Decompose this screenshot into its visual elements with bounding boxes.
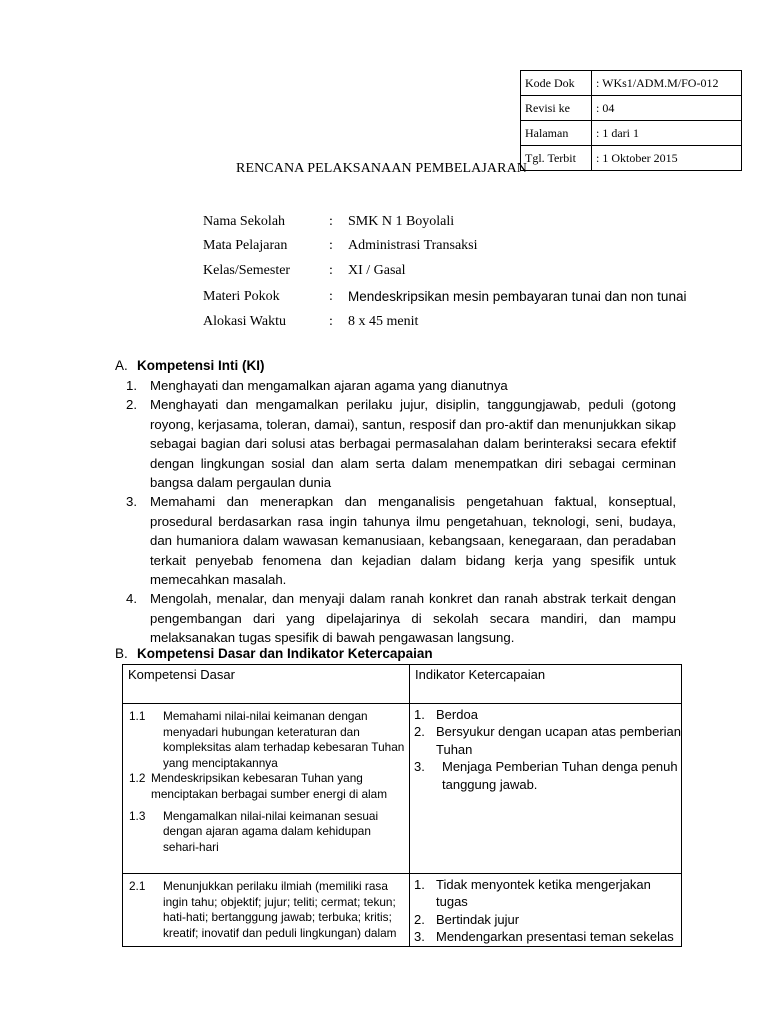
list-item	[414, 928, 681, 945]
list-item	[126, 395, 676, 492]
identity-value: SMK N 1 Boyolali	[348, 214, 455, 229]
list-number: 2.	[414, 911, 425, 927]
list-number: 2.	[126, 397, 137, 413]
list-number: 3.	[414, 929, 425, 945]
list-item	[126, 376, 676, 395]
doc-control-row	[521, 121, 742, 146]
doc-control-key: Kode Dok	[521, 71, 592, 96]
kd-number: 1.3	[129, 808, 146, 823]
kd-number: 2.1	[129, 879, 146, 893]
list-text: Menjaga Pemberian Tuhan denga penuh tanggung jawab.	[442, 759, 678, 792]
identity-colon: :	[329, 314, 333, 329]
identity-value: XI / Gasal	[348, 263, 406, 278]
doc-control-value: : 1 Oktober 2015	[592, 146, 742, 171]
identity-value: 8 x 45 menit	[348, 314, 419, 329]
identity-colon: :	[329, 289, 333, 304]
doc-control-key: Tgl. Terbit	[521, 146, 592, 171]
list-text: Bersyukur dengan ucapan atas pemberian Tuhan	[436, 724, 681, 757]
kd-number: 1.2	[129, 771, 146, 786]
list-text: Bertindak jujur	[436, 911, 520, 927]
table-row	[123, 874, 682, 947]
identity-value: Mendeskripsikan mesin pembayaran tunai dan non tunai	[348, 289, 687, 304]
kd-item	[129, 879, 409, 941]
table-header-cell: Kompetensi Dasar	[123, 665, 410, 704]
indikator-list	[410, 706, 681, 793]
indikator-list	[410, 876, 681, 946]
doc-control-row	[521, 96, 742, 121]
kd-text: Mendeskripsikan kebesaran Tuhan yang menciptakan berbagai sumber energi di alam	[151, 771, 388, 801]
list-text: Berdoa	[436, 707, 478, 722]
list-item	[414, 706, 681, 723]
list-text: Menghayati dan mengamalkan perilaku jujur, disiplin, tanggungjawab, peduli (gotong royong, kerjasama, toleran, damai), santun, resposif dan pro-aktif dan menunjukkan sikap sebagai bagian dari solusi atas berbagai permasalahan dalam berinteraksi secara efektif dengan lingkungan sosial dan alam serta dalam menempatkan diri sebagai cerminan bangsa dalam pergaulan dunia	[150, 397, 676, 491]
list-text: Menghayati dan mengamalkan ajaran agama yang dianutnya	[150, 378, 508, 393]
kd-text: Memahami nilai-nilai keimanan dengan menyadari hubungan keteraturan dan kompleksitas alam terhadap kebesaran Tuhan yang menciptakannya	[163, 709, 405, 770]
indikator-cell	[410, 874, 682, 947]
list-item	[126, 492, 676, 589]
table-header-row	[123, 665, 682, 704]
list-item	[414, 758, 681, 793]
doc-control-key: Halaman	[521, 121, 592, 146]
list-number: 3.	[126, 494, 137, 510]
list-number: 2.	[414, 724, 425, 740]
table-header-cell: Indikator Ketercapaian	[410, 665, 682, 704]
list-number: 1.	[126, 378, 137, 393]
list-text: Memahami dan menerapkan dan menganalisis pengetahuan faktual, konseptual, prosedural berdasarkan rasa ingin tahunya ilmu pengetahuan, teknologi, seni, budaya, dan humaniora dalam wawasan kemanusiaan, kebangsaan, kenegaraan, dan peradaban terkait penyebab fenomena dan kejadian dalam bidang kerja yang spesifik untuk memecahkan masalah.	[150, 494, 676, 588]
list-text: Mengolah, menalar, dan menyaji dalam ranah konkret dan ranah abstrak terkait dengan pengembangan dari yang dipelajarinya di sekolah secara mandiri, dan mampu melaksanakan tugas spesifik di bawah pengawasan langsung.	[150, 591, 676, 646]
identity-colon: :	[329, 214, 333, 229]
section-title: Kompetensi Dasar dan Indikator Ketercapaian	[137, 646, 433, 661]
identity-label: Nama Sekolah	[203, 214, 286, 229]
kd-cell	[123, 874, 410, 947]
section-letter: B.	[115, 646, 128, 661]
list-item	[414, 723, 681, 758]
kd-text: Menunjukkan perilaku ilmiah (memiliki rasa ingin tahu; objektif; jujur; teliti; cermat; tekun; hati-hati; bertanggung jawab; terbuka; kritis; kreatif; inovatif dan peduli lingkungan) dalam	[163, 879, 397, 940]
doc-control-value: : 1 dari 1	[592, 121, 742, 146]
doc-control-row	[521, 146, 742, 171]
list-number: 4.	[126, 591, 137, 607]
list-number: 1.	[414, 707, 425, 722]
list-number: 3.	[414, 759, 425, 775]
kd-text: Mengamalkan nilai-nilai keimanan sesuai dengan ajaran agama dalam kehidupan sehari-hari	[163, 808, 379, 854]
kompetensi-dasar-table	[122, 664, 682, 947]
doc-control-value: : WKs1/ADM.M/FO-012	[592, 71, 742, 96]
doc-control-row	[521, 71, 742, 96]
identity-label: Mata Pelajaran	[203, 238, 288, 253]
identity-value: Administrasi Transaksi	[348, 238, 478, 253]
identity-label: Alokasi Waktu	[203, 314, 286, 329]
list-number: 1.	[414, 877, 425, 892]
kd-item	[129, 771, 409, 802]
section-letter: A.	[115, 358, 128, 373]
identity-colon: :	[329, 263, 333, 278]
document-title: RENCANA PELAKSANAAN PEMBELAJARAN	[236, 161, 527, 176]
section-title: Kompetensi Inti (KI)	[137, 358, 265, 373]
indikator-cell	[410, 704, 682, 874]
kd-number: 1.1	[129, 709, 146, 723]
list-item	[414, 911, 681, 928]
table-row	[123, 704, 682, 874]
doc-control-key: Revisi ke	[521, 96, 592, 121]
kompetensi-inti-list	[126, 376, 676, 648]
identity-label: Materi Pokok	[203, 289, 280, 304]
section-b-heading	[115, 646, 433, 661]
kd-cell	[123, 704, 410, 874]
doc-control-value: : 04	[592, 96, 742, 121]
kd-item	[129, 809, 409, 856]
list-item	[414, 876, 681, 911]
identity-label: Kelas/Semester	[203, 263, 291, 278]
list-text: Mendengarkan presentasi teman sekelas	[436, 929, 674, 945]
section-a-heading	[115, 358, 265, 373]
document-control-table	[520, 70, 742, 171]
kd-item	[129, 709, 409, 771]
identity-colon: :	[329, 238, 333, 253]
list-item	[126, 589, 676, 647]
list-text: Tidak menyontek ketika mengerjakan tugas	[436, 877, 651, 910]
